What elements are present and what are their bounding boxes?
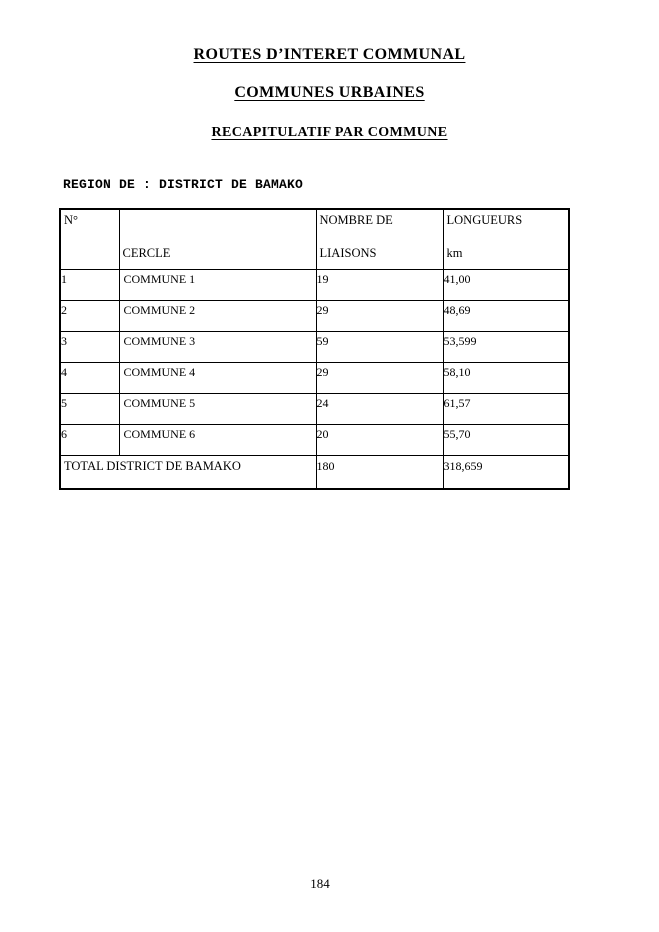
table-row [60,362,569,393]
row-longueur: 41,00 [443,269,569,300]
table-row [60,393,569,424]
main-title: ROUTES D’INTERET COMMUNAL [193,46,466,63]
region-label: REGION DE : DISTRICT DE BAMAKO [63,177,304,192]
header-longueurs-line1: LONGUEURS [446,213,523,227]
row-liaisons: 20 [316,424,443,455]
row-number: 1 [60,269,119,300]
table-row [60,269,569,300]
recap-table [59,208,570,490]
subtitle: RECAPITULATIF PAR COMMUNE [211,125,448,140]
table-header-row [60,209,569,269]
row-longueur: 53,599 [443,331,569,362]
row-number: 3 [60,331,119,362]
header-cercle-label: CERCLE [122,246,171,260]
total-label: TOTAL DISTRICT DE BAMAKO [60,455,316,489]
table-row [60,424,569,455]
row-number: 4 [60,362,119,393]
row-number: 2 [60,300,119,331]
page-number: 184 [310,876,330,891]
row-cercle: COMMUNE 4 [119,362,316,393]
total-liaisons: 180 [316,455,443,489]
header-liaisons [316,209,443,269]
row-liaisons: 29 [316,362,443,393]
header-longueurs-line2: km [446,246,463,260]
row-longueur: 55,70 [443,424,569,455]
row-longueur: 61,57 [443,393,569,424]
row-number: 5 [60,393,119,424]
row-cercle: COMMUNE 1 [119,269,316,300]
header-longueurs [443,209,569,269]
header-liaisons-line1: NOMBRE DE [319,213,393,227]
row-liaisons: 19 [316,269,443,300]
header-liaisons-line2: LIAISONS [319,246,377,260]
header-num [60,209,119,269]
row-cercle: COMMUNE 3 [119,331,316,362]
row-cercle: COMMUNE 5 [119,393,316,424]
row-longueur: 48,69 [443,300,569,331]
row-number: 6 [60,424,119,455]
total-longueur: 318,659 [443,455,569,489]
secondary-title: COMMUNES URBAINES [234,84,425,101]
header-cercle [119,209,316,269]
row-liaisons: 29 [316,300,443,331]
row-longueur: 58,10 [443,362,569,393]
row-liaisons: 24 [316,393,443,424]
row-cercle: COMMUNE 2 [119,300,316,331]
table-row [60,331,569,362]
row-cercle: COMMUNE 6 [119,424,316,455]
row-liaisons: 59 [316,331,443,362]
table-row [60,300,569,331]
header-num-label: N° [64,213,79,227]
table-total-row [60,455,569,489]
